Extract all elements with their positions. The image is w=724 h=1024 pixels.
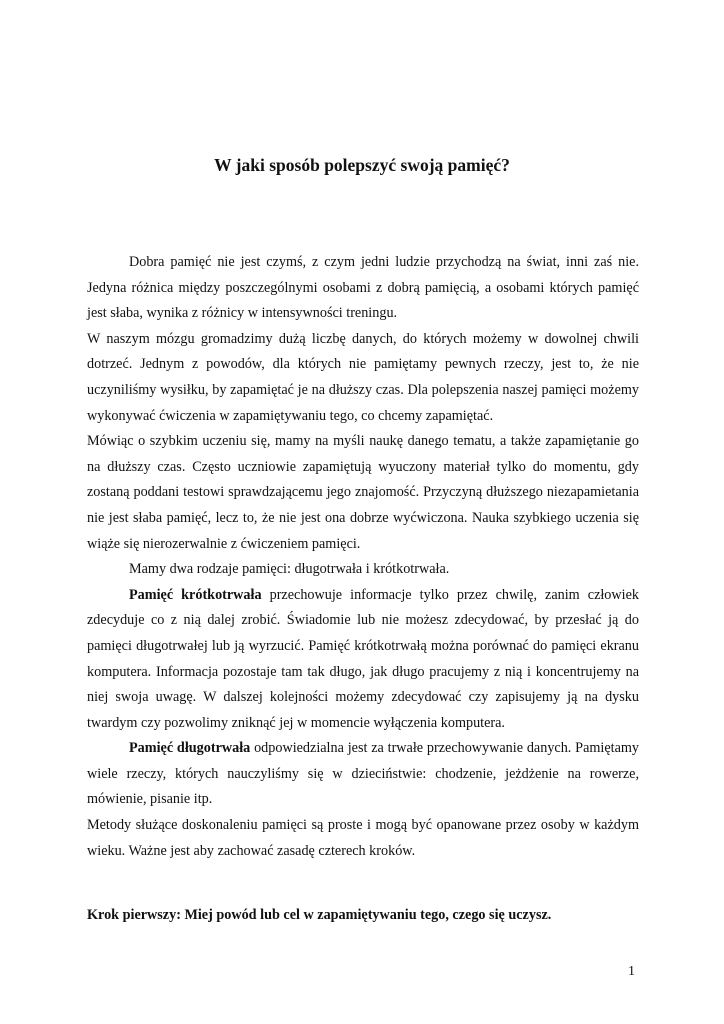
page-title: W jaki sposób polepszyć swoją pamięć? xyxy=(214,155,510,175)
paragraph-brain-data: W naszym mózgu gromadzimy dużą liczbę danych, do których możemy w dowolnej chwili dotrzeć. Jednym z powodów, dla których nie pamiętamy pewnych rzeczy, jest to, że nie uczyniliśmy wysiłku, by zapamiętać je na dłuższy czas. Dla polepszenia naszej pamięci możemy wykonywać ćwiczenia w zapamiętywaniu tego, co chcemy zapamiętać. xyxy=(87,330,639,424)
step-one-heading: Krok pierwszy: Miej powód lub cel w zapamiętywaniu tego, czego się uczysz. xyxy=(87,907,552,923)
short-term-text: przechowuje informacje tylko przez chwilę, zanim człowiek zdecyduje co z nią dalej zrobić. Świadomie lub nie możesz zdecydować, by przesłać ją do pamięci długotrwałej lub ją wyrzucić. Pamięć krótkotrwałą można porównać do pamięci ekranu komputera. Informacja pozostaje tam tak długo, jak długo pracujemy z nią i koncentrujemy na niej swoja uwagę. W dalszej kolejności możemy zdecydować czy zapisujemy ją na dysku twardym czy pozwolimy zniknąć jej w momencie wyłączenia komputera. xyxy=(87,586,639,731)
long-term-text: odpowiedzialna jest za trwałe przechowywanie danych. Pamiętamy wiele rzeczy, których nauczyliśmy się w dzieciństwie: chodzenie, jeżdżenie na rowerze, mówienie, pisanie itp. xyxy=(87,740,640,808)
paragraph-fast-learning: Mówiąc o szybkim uczeniu się, mamy na myśli naukę danego tematu, a także zapamiętanie go na dłuższy czas. Często uczniowie zapamiętują wyuczony materiał tylko do momentu, gdy zostaną poddani testowi sprawdzającemu jego znajomość. Przyczyną dłuższego niezapamietania nie jest słaba pamięć, lecz to, że nie jest ona dobrze wyćwiczona. Nauka szybkiego uczenia się wiąże się nierozerwalnie z ćwiczeniem pamięci. xyxy=(87,433,639,552)
document-body xyxy=(87,250,639,864)
paragraph-memory-types: Mamy dwa rodzaje pamięci: długotrwała i krótkotrwała. xyxy=(129,561,450,578)
page-number: 1 xyxy=(628,964,635,979)
long-term-term: Pamięć długotrwała xyxy=(129,740,251,757)
short-term-term: Pamięć krótkotrwała xyxy=(129,586,262,603)
paragraph-methods: Metody służące doskonaleniu pamięci są proste i mogą być opanowane przez osoby w każdym wieku. Ważne jest aby zachować zasadę czterech kroków. xyxy=(87,817,639,859)
paragraph-long-term xyxy=(87,736,639,813)
paragraph-intro: Dobra pamięć nie jest czymś, z czym jedni ludzie przychodzą na świat, inni zaś nie. Jedyna różnica między poszczególnymi osobami z dobrą pamięcią, a osobami których pamięć jest słaba, wynika z różnicy w intensywności treningu. xyxy=(87,254,639,322)
paragraph-short-term xyxy=(87,583,639,737)
